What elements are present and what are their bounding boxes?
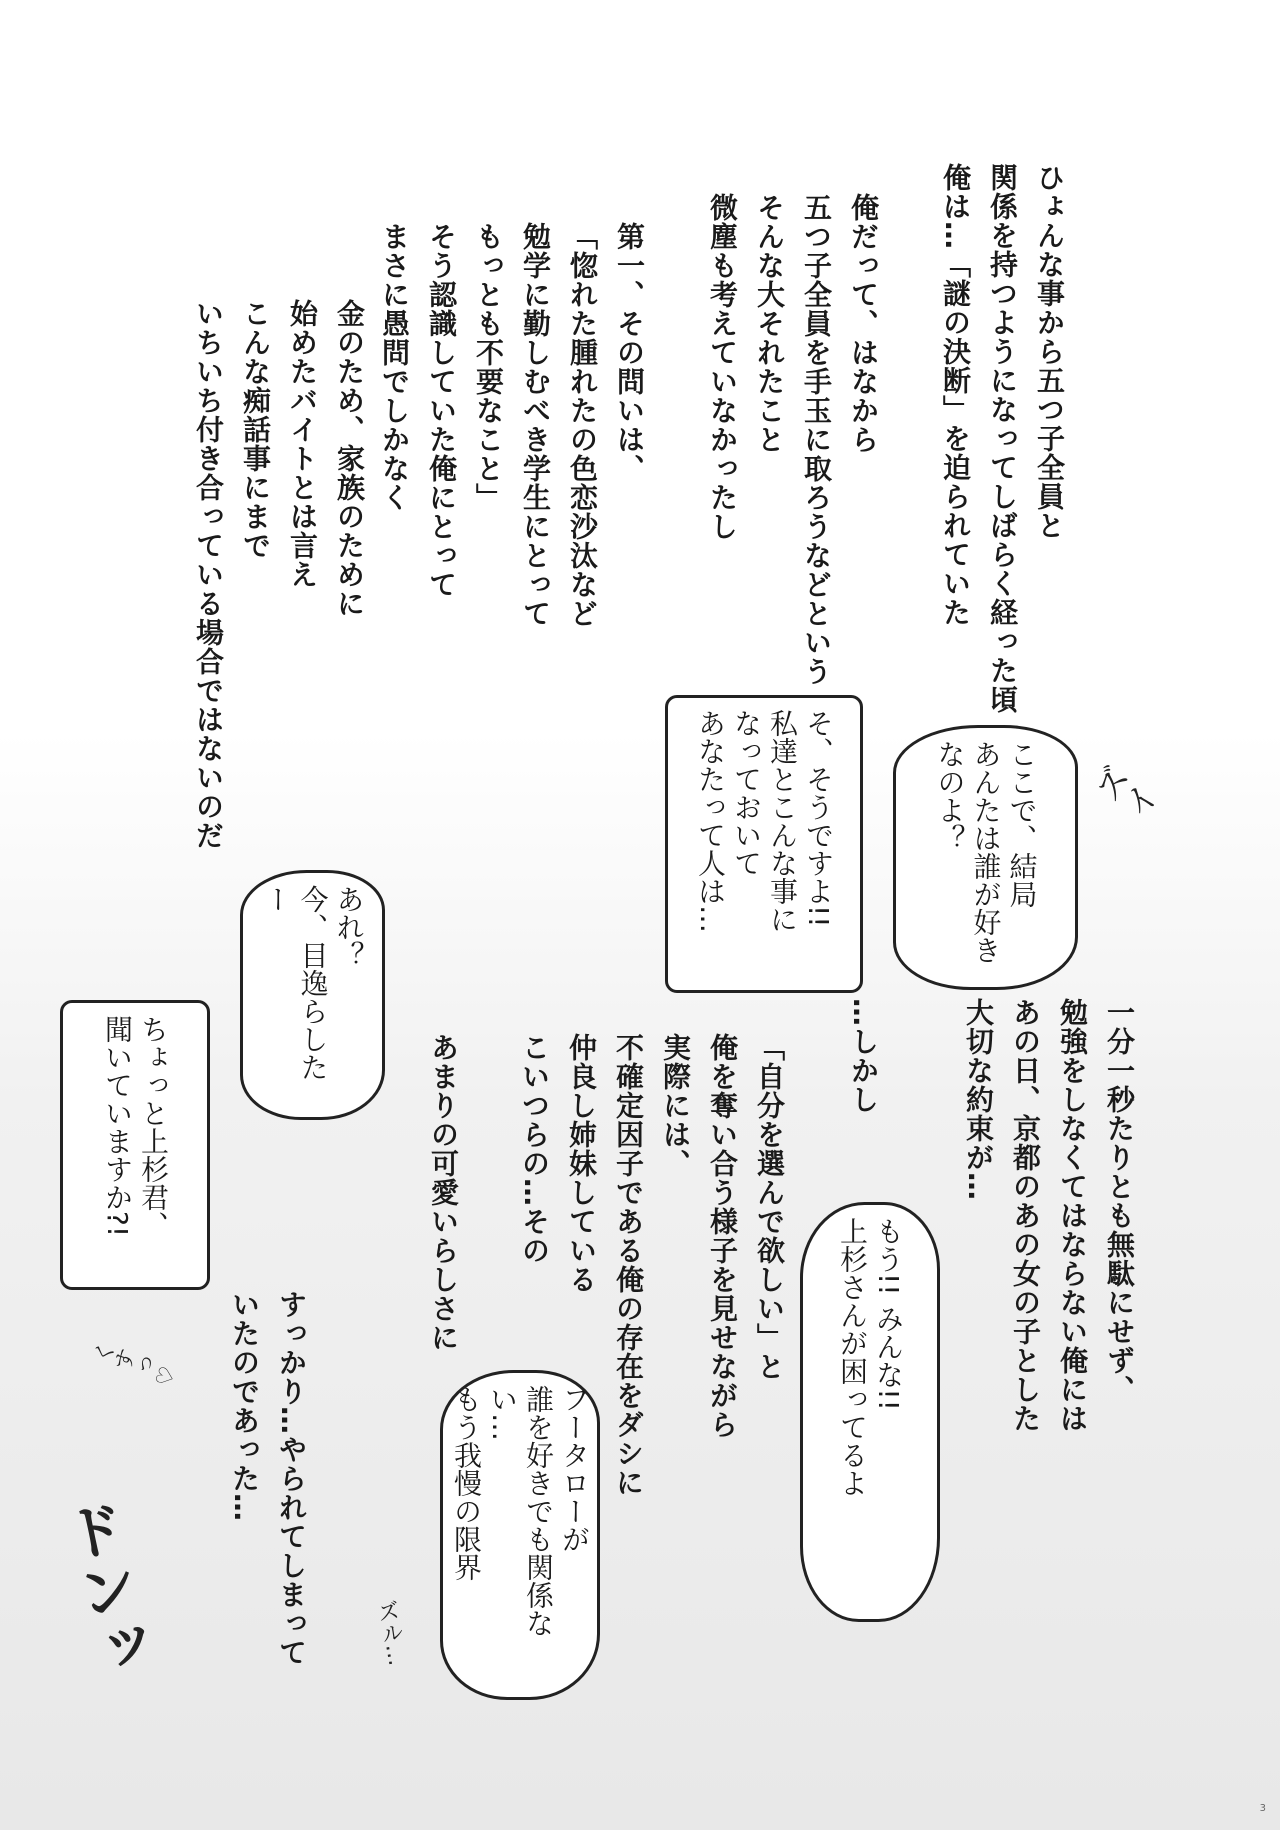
speech-bubble-1: [893, 725, 1078, 990]
page-number: 3: [1259, 1803, 1266, 1814]
bubble-text: 聞いていますか?!: [101, 1015, 134, 1238]
narration-block-6: [840, 998, 887, 1114]
line: あの日、京都のあの女の子とした: [1009, 998, 1042, 1433]
sfx-zuru: ズル…: [372, 1598, 409, 1668]
line: 俺は…「謎の決断」を迫られていた: [939, 163, 972, 627]
bubble-text: フータローが: [558, 1385, 591, 1553]
narration-block-8: [420, 1033, 467, 1352]
speech-bubble-3: [240, 870, 385, 1120]
speech-bubble-5: [440, 1370, 600, 1700]
bubble-text: あなたって人は…: [694, 709, 727, 933]
line: 微塵も考えていなかったし: [706, 193, 739, 541]
line: 関係を持つようになってしばらく経った頃: [986, 163, 1019, 714]
narration-block-5: [955, 998, 1143, 1433]
line: もっとも不要なこと」: [472, 222, 505, 512]
narration-block-4: [185, 299, 373, 850]
bubble-text: 私達とこんな事に: [766, 709, 799, 933]
bubble-text: もう!! みんな!!: [872, 1217, 905, 1411]
sfx-kusu: くすっ♡: [88, 1338, 183, 1393]
line: 俺を奪い合う様子を見せながら: [706, 1033, 739, 1439]
bubble-text: 誰を好きでも関係ない…: [486, 1385, 555, 1637]
speech-bubble-6: [800, 1202, 940, 1622]
line: 不確定因子である俺の存在をダシに: [612, 1033, 645, 1497]
bubble-text: もう我慢の限界: [450, 1385, 483, 1581]
line: 仲良し姉妹している: [565, 1033, 598, 1294]
line: いたのであった…: [228, 1290, 261, 1522]
bubble-text: 上杉さんが困ってるよ: [836, 1217, 869, 1497]
line: 五つ子全員を手玉に取ろうなどという: [800, 193, 833, 686]
line: こいつらの…その: [518, 1033, 551, 1265]
bubble-text: なっておいて: [730, 709, 763, 877]
speech-bubble-2: [665, 695, 863, 993]
line: 実際には、: [659, 1033, 692, 1178]
line: あまりの可愛いらしさに: [427, 1033, 460, 1352]
narration-block-9: [221, 1290, 315, 1667]
line: 勉強をしなくてはならない俺には: [1056, 998, 1089, 1433]
line: そんな大それたこと: [753, 193, 786, 454]
speech-bubble-4: [60, 1000, 210, 1290]
bubble-text: あんたは誰が好きなのよ？: [933, 740, 1003, 964]
line: 第一、その問いは、: [613, 222, 646, 483]
sfx-zui: ズイ: [1084, 760, 1164, 829]
line: 一分一秒たりとも無駄にせず、: [1103, 998, 1136, 1404]
line: こんな痴話事にまで: [239, 299, 272, 560]
line: 勉学に勤しむべき学生にとって: [519, 222, 552, 628]
bubble-text: ちょっと上杉君、: [137, 1015, 170, 1239]
bubble-text: あれ？: [332, 885, 366, 969]
line: 始めたバイトとは言え: [286, 299, 319, 589]
line: まさに愚問でしかなく: [378, 222, 411, 512]
line: そう認識していた俺にとって: [425, 222, 458, 599]
line: …しかし: [847, 998, 880, 1114]
line: 大切な約束が…: [962, 998, 995, 1201]
bubble-text: そ、そうですよ!!: [802, 709, 835, 928]
bubble-text: ここで、結局: [1005, 740, 1039, 908]
line: 金のため、家族のために: [333, 299, 366, 618]
line: 「惚れた腫れたの色恋沙汰など: [566, 222, 599, 628]
line: すっかり…やられてしまって: [275, 1290, 308, 1667]
sfx-don: ドンッ: [50, 1494, 156, 1686]
bubble-text: 今、目逸らしたー: [260, 885, 330, 1081]
line: 「自分を選んで欲しい」と: [753, 1033, 786, 1381]
line: いちいち付き合っている場合ではないのだ: [192, 299, 225, 850]
line: 俺だって、はなから: [847, 193, 880, 454]
narration-block-2: [699, 193, 887, 686]
line: ひょんな事から五つ子全員と: [1033, 163, 1066, 540]
narration-block-1: [932, 163, 1073, 714]
narration-block-3: [371, 222, 653, 628]
